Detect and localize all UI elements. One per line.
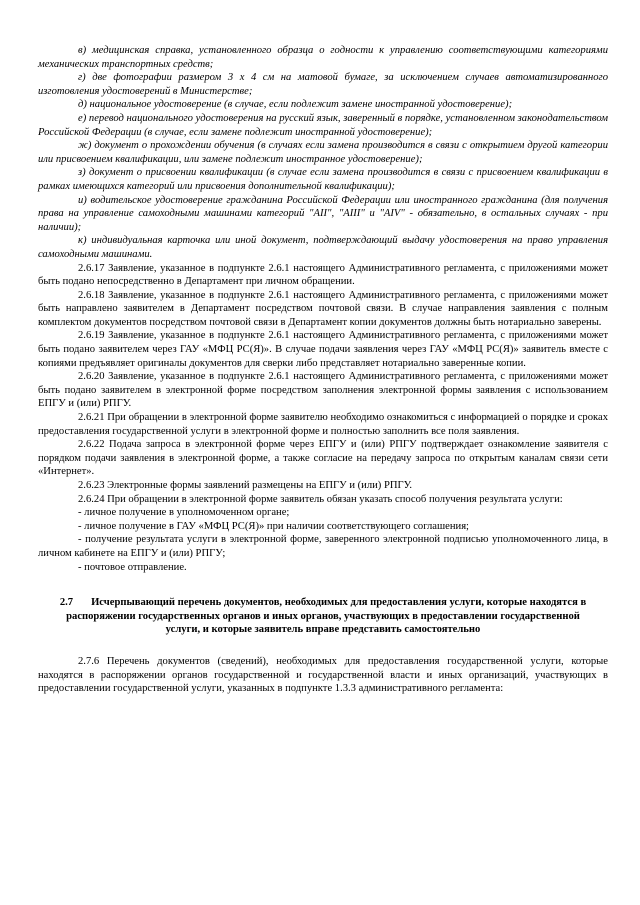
section-heading	[38, 596, 608, 637]
paragraph-2-6-20: 2.6.20 Заявление, указанное в подпункте 2.6.1 настоящего Административного регламента, с приложениями может быть подано заявителем в электронной форме посредством заполнения электронной формы заявления с использованием ЕПГУ и (или) РПГУ.	[38, 371, 608, 410]
list-item: - почтовое отправление.	[78, 561, 187, 573]
result-options-list	[38, 506, 608, 574]
paragraph-2-6-21: 2.6.21 При обращении в электронной форме заявителю необходимо ознакомиться с информацией о порядке и сроках предоставления государственной услуги в электронной форме и полностью заполнить все поля заявления.	[38, 412, 608, 437]
list-item: - получение результата услуги в электронной форме, заверенного электронной подписью уполномоченного лица, в личном кабинете на ЕПГУ и (или) РПГУ;	[38, 534, 608, 559]
paragraph-2-6-22: 2.6.22 Подача запроса в электронной форме через ЕПГУ и (или) РПГУ подтверждает ознакомление заявителя с порядком подачи заявления в электронной форме, а также согласие на передачу запроса по открытым каналам связи сети «Интернет».	[38, 439, 608, 478]
list-item: в) медицинская справка, установленного образца о годности к управлению соответствующими категориями механических транспортных средств;	[38, 45, 608, 70]
list-item: е) перевод национального удостоверения на русский язык, заверенный в порядке, установленном законодательством Российской Федерации (в случае, если замене подлежит иностранной удостоверение);	[38, 112, 608, 138]
intro-list	[38, 44, 608, 262]
list-item: и) водительское удостоверение гражданина Российской Федерации или иностранного гражданина (для получения права на управление самоходными машинами категорий "AII", "AIII" и "AIV" - обязательно, в остальных случаях - при наличии);	[38, 194, 608, 233]
list-item: г) две фотографии размером 3 х 4 см на матовой бумаге, за исключением случаев автоматизированного изготовления удостоверений в Министерстве;	[38, 72, 608, 97]
list-item: - личное получение в уполномоченном органе;	[78, 507, 290, 519]
paragraph-2-6-18: 2.6.18 Заявление, указанное в подпункте 2.6.1 настоящего Административного регламента, с приложениями может быть направлено заявителем в Департамент посредством почтовой связи. В случае направления заявления с полным комплектом документов посредством почтовой связи в Департамент копии документов должны быть нотариально заверены.	[38, 289, 608, 328]
list-item: ж) документ о прохождении обучения (в случаях если замена производится в связи с открытием другой категории или присвоением квалификации, или замене подлежит иностранное удостоверение);	[38, 140, 608, 165]
paragraph-2-6-19: 2.6.19 Заявление, указанное в подпункте 2.6.1 настоящего Административного регламента, с приложениями может быть подано заявителем через ГАУ «МФЦ РС(Я)». В случае подачи заявления через ГАУ «МФЦ РС(Я)» заявитель вместе с копиями предъявляет оригиналы документов для сверки либо представляет нотариально заверенные копии.	[38, 330, 608, 369]
list-item: д) национальное удостоверение (в случае, если подлежит замене иностранной удостоверение);	[78, 99, 513, 111]
paragraph-2-6-24: 2.6.24 При обращении в электронной форме заявитель обязан указать способ получения результата услуги:	[78, 493, 563, 505]
section-title: Исчерпывающий перечень документов, необходимых для предоставления услуги, которые находятся в распоряжении государственных органов и иных органов, участвующих в предоставлении государственной услуги, и которые заявитель вправе представить самостоятельно	[66, 597, 587, 636]
paragraph-2-6-17: 2.6.17 Заявление, указанное в подпункте 2.6.1 настоящего Административного регламента, с приложениями может быть подано непосредственно в Департамент при личном обращении.	[38, 262, 608, 288]
list-item: - личное получение в ГАУ «МФЦ РС(Я)» при наличии соответствующего соглашения;	[78, 520, 470, 532]
document-page	[38, 44, 608, 696]
section-number: 2.7	[59, 597, 74, 609]
body-paragraphs	[38, 262, 608, 507]
list-item: з) документ о присвоении квалификации (в случае если замена производится в связи с присвоением квалификации в рамках имеющихся категорий или присвоения дополнительной квалификации);	[38, 167, 608, 192]
paragraph-2-6-23: 2.6.23 Электронные формы заявлений размещены на ЕПГУ и (или) РПГУ.	[78, 480, 413, 491]
list-item: к) индивидуальная карточка или иной документ, подтверждающий выдачу удостоверения на право управления самоходными машинами.	[38, 235, 608, 260]
paragraph-2-7-6: 2.7.6 Перечень документов (сведений), необходимых для предоставления государственной услуги, которые находятся в распоряжении органов государственной и государственной власти и иных организаций, участвующих в предоставлении государственной услуги, указанных в подпункте 1.3.3 административного регламента:	[38, 655, 608, 695]
